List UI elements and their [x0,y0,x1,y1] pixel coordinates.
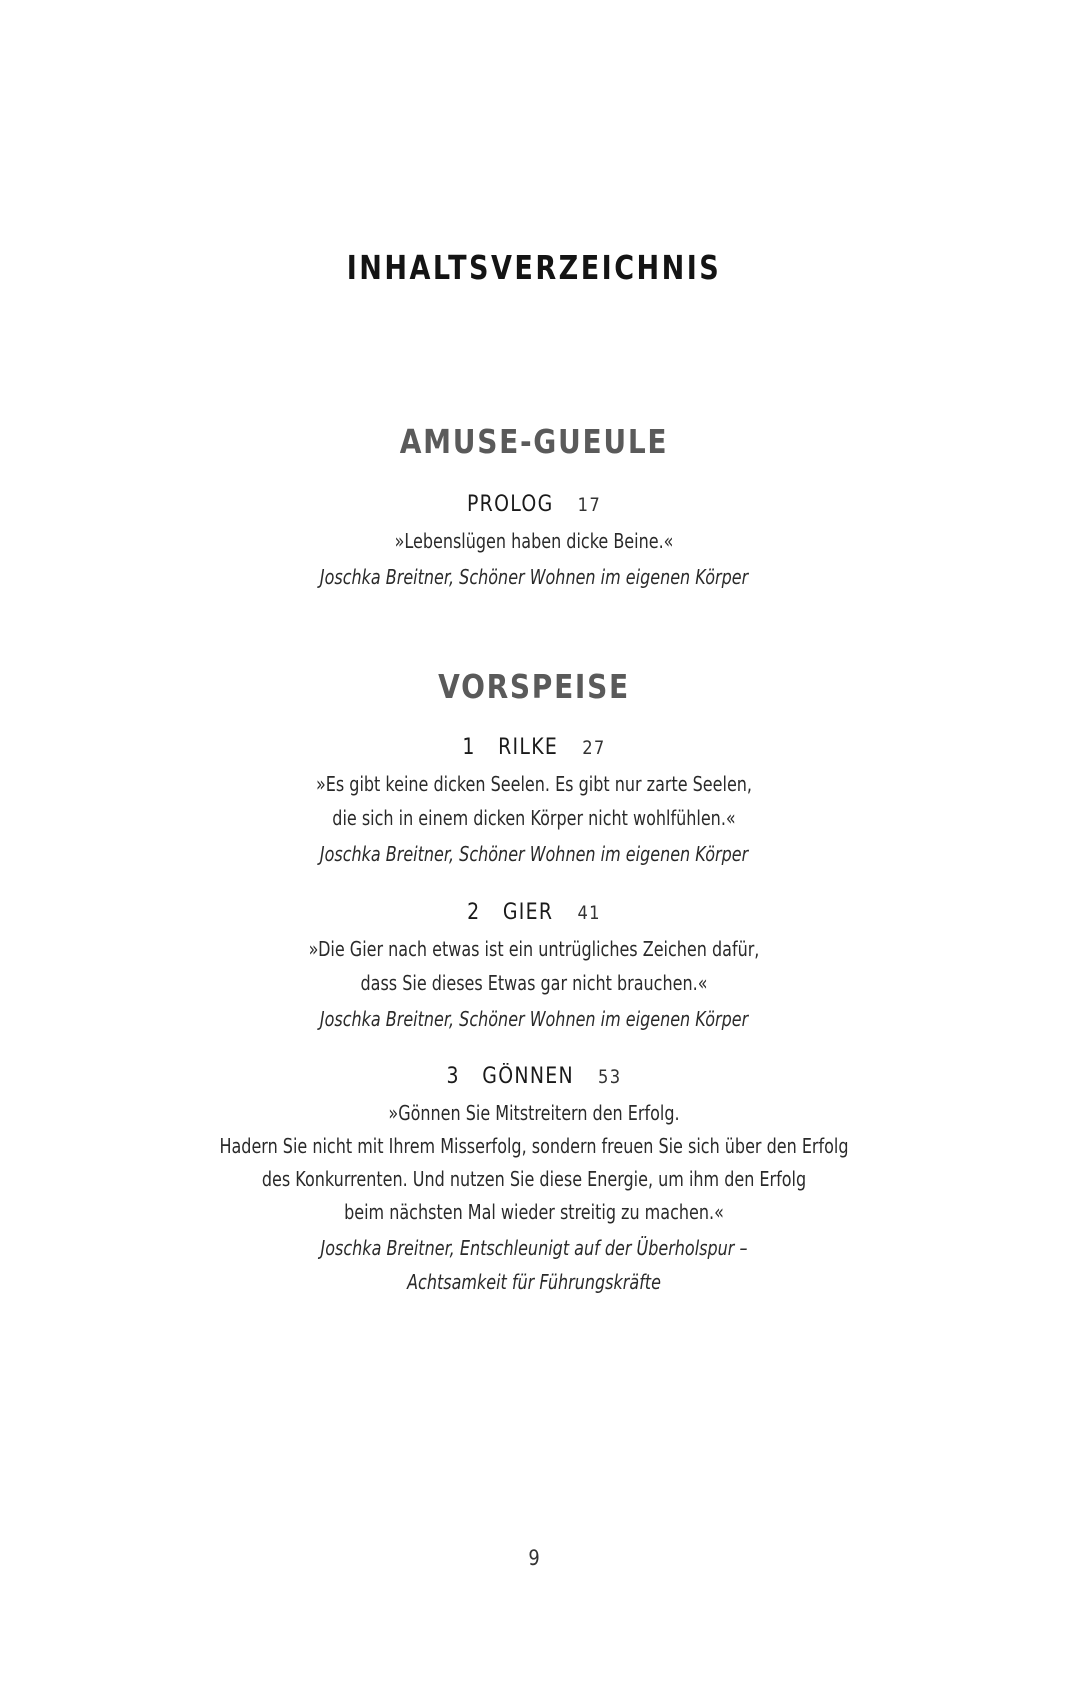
chapter-quote-source: Achtsamkeit für Führungskräfte [407,1270,661,1294]
chapter-quote-line: dass Sie dieses Etwas gar nicht brauchen.« [360,971,708,995]
chapter-quote-source: Joschka Breitner, Schöner Wohnen im eigenen Körper [319,1007,749,1031]
chapter-number: 1 [462,735,476,760]
chapter-quote-source: Joschka Breitner, Schöner Wohnen im eigenen Körper [319,842,749,866]
chapter-title: GÖNNEN [482,1064,574,1089]
chapter-quote-line: »Die Gier nach etwas ist ein untrügliches Zeichen dafür, [308,937,760,961]
chapter-title: GIER [502,900,554,925]
section-title-vorspeise: VORSPEISE [438,667,630,706]
chapter-heading-goennen [75,1064,993,1089]
chapter-quote-line: des Konkurrenten. Und nutzen Sie diese Energie, um ihm den Erfolg [261,1167,807,1191]
chapter-page-ref: 27 [582,737,606,759]
chapter-quote-line: »Lebenslügen haben dicke Beine.« [394,529,674,553]
chapter-quote-source: Joschka Breitner, Entschleunigt auf der Überholspur – [320,1236,748,1260]
chapter-quote-source: Joschka Breitner, Schöner Wohnen im eigenen Körper [319,565,749,589]
chapter-number: 2 [467,900,481,925]
chapter-heading-rilke [75,735,993,760]
section-title-amuse-gueule: AMUSE-GUEULE [399,422,669,461]
chapter-title: PROLOG [466,492,554,517]
chapter-heading-gier [75,900,993,925]
chapter-quote-line: die sich in einem dicken Körper nicht wohlfühlen.« [332,806,736,830]
chapter-page-ref: 41 [577,902,601,924]
chapter-title: RILKE [498,735,559,760]
chapter-quote-line: Hadern Sie nicht mit Ihrem Misserfolg, sondern freuen Sie sich über den Erfolg [219,1134,849,1158]
chapter-quote-line: »Es gibt keine dicken Seelen. Es gibt nur zarte Seelen, [315,772,753,796]
toc-title: INHALTSVERZEICHNIS [346,248,722,287]
chapter-page-ref: 17 [577,494,602,516]
chapter-quote-line: beim nächsten Mal wieder streitig zu machen.« [344,1200,724,1224]
chapter-page-ref: 53 [598,1066,622,1088]
chapter-number: 3 [446,1064,460,1089]
chapter-heading-prolog [75,492,993,517]
page-number: 9 [528,1546,540,1570]
chapter-quote-line: »Gönnen Sie Mitstreitern den Erfolg. [388,1101,680,1125]
